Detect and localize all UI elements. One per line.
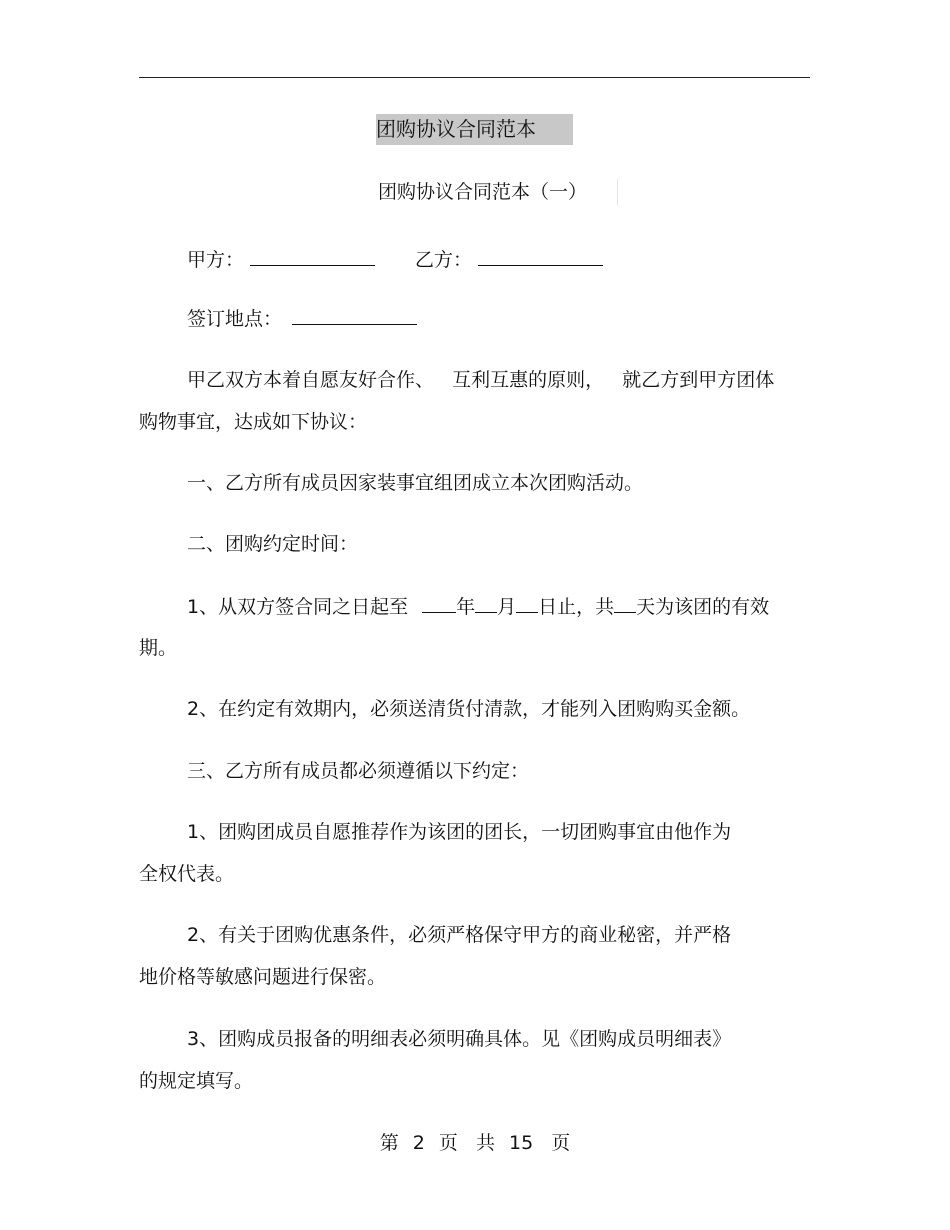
section-3-item-3: 3、团购成员报备的明细表必须明确具体。见《团购成员明细表》 <box>187 1028 732 1050</box>
day-label: 日止，共 <box>538 596 615 618</box>
header-rule <box>139 77 810 78</box>
footer-total-unit: 页 <box>551 1132 571 1154</box>
section-3-item-2-cont: 地价格等敏感问题进行保密。 <box>139 966 387 988</box>
section-2-item-1 <box>187 594 769 619</box>
intro-line-2: 购物事宜，达成如下协议： <box>139 411 368 433</box>
document-title: 团购协议合同范本 <box>376 114 573 145</box>
section-2-item-1-cont: 期。 <box>139 637 178 659</box>
party-line <box>187 247 603 272</box>
place-line <box>187 306 417 331</box>
party-b-blank <box>478 247 603 266</box>
document-subtitle: 团购协议合同范本（一） <box>378 179 618 206</box>
page-footer <box>0 1131 950 1155</box>
section-2-heading: 二、团购约定时间： <box>187 533 359 555</box>
day-blank <box>516 594 538 613</box>
year-blank <box>422 594 456 613</box>
footer-prefix: 第 <box>379 1132 399 1154</box>
footer-page-unit: 页 <box>438 1132 458 1154</box>
year-label: 年 <box>456 596 476 618</box>
section-3-item-1: 1、团购团成员自愿推荐作为该团的团长，一切团购事宜由他作为 <box>187 821 732 843</box>
intro-line-1: 甲乙双方本着自愿友好合作、 互利互惠的原则， 就乙方到甲方团体 <box>187 369 775 391</box>
month-blank <box>475 594 497 613</box>
section-3-item-1-cont: 全权代表。 <box>139 863 235 885</box>
section-3-heading: 三、乙方所有成员都必须遵循以下约定： <box>187 760 530 782</box>
party-b-label: 乙方： <box>415 249 473 271</box>
item-1-text-a: 1、从双方签合同之日起至 <box>187 596 409 618</box>
days-blank <box>614 594 636 613</box>
party-a-label: 甲方： <box>187 249 245 271</box>
month-label: 月 <box>497 596 517 618</box>
current-page-number: 2 <box>412 1132 425 1154</box>
section-3-item-3-cont: 的规定填写。 <box>139 1070 254 1092</box>
total-pages-number: 15 <box>509 1132 534 1154</box>
party-a-blank <box>250 247 375 266</box>
section-2-item-2: 2、在约定有效期内，必须送清货付清款，才能列入团购购买金额。 <box>187 698 751 720</box>
footer-total-prefix: 共 <box>475 1132 495 1154</box>
item-1-text-b: 天为该团的有效 <box>636 596 770 618</box>
place-label: 签订地点： <box>187 308 283 330</box>
section-1: 一、乙方所有成员因家装事宜组团成立本次团购活动。 <box>187 472 644 494</box>
place-blank <box>292 306 417 325</box>
section-3-item-2: 2、有关于团购优惠条件，必须严格保守甲方的商业秘密，并严格 <box>187 924 732 946</box>
